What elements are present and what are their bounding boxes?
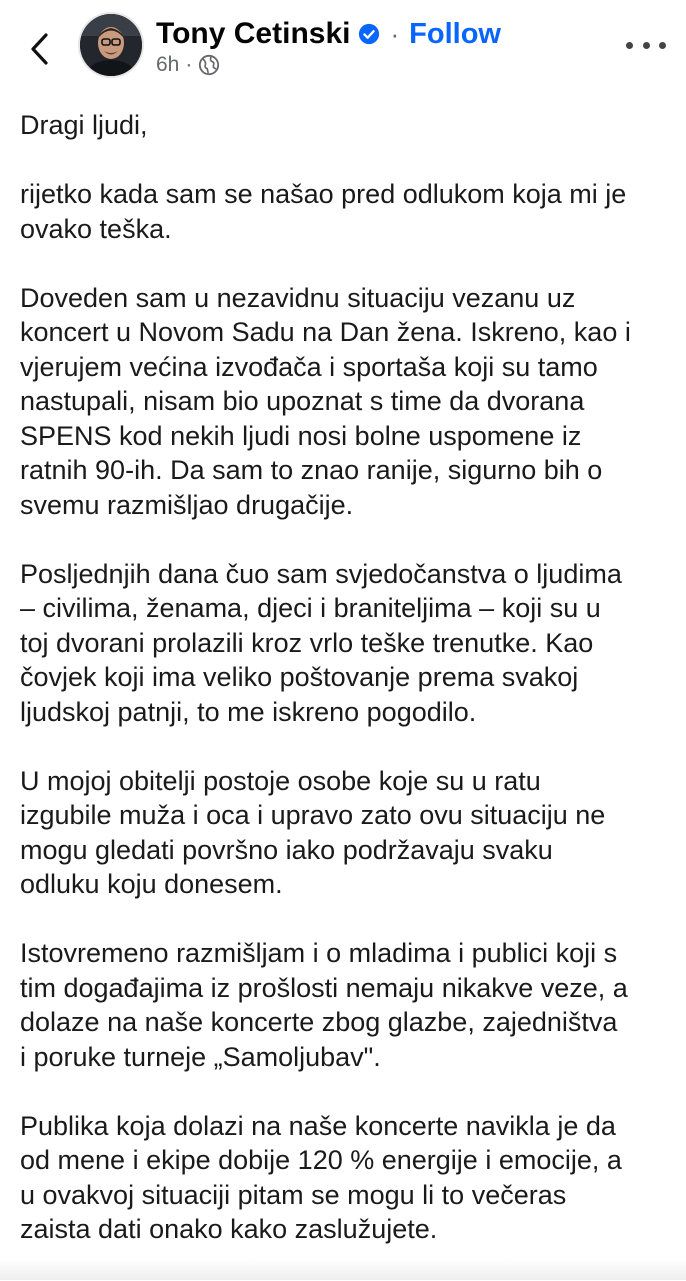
separator-dot: · (390, 19, 399, 50)
post-paragraph: rijetko kada sam se našao pred odlukom koja mi je ovako teška. (20, 177, 670, 246)
avatar-image (80, 14, 142, 76)
author-row (156, 14, 501, 54)
post-header (0, 0, 686, 100)
post-meta (156, 52, 220, 78)
post-paragraph: Posljednjih dana čuo sam svjedočanstva o ljudima – civilima, ženama, djeci i braniteljima – koji su u toj dvorani prolazili kroz vrlo teške trenutke. Kao čovjek koji ima veliko poštovanje prema svakoj ljudskoj patnji, to me iskreno pogodilo. (20, 557, 670, 730)
back-button[interactable] (22, 24, 56, 74)
chevron-left-icon (29, 32, 49, 66)
author-name[interactable]: Tony Cetinski (156, 17, 350, 51)
post-paragraph: Doveden sam u nezavidnu situaciju vezanu uz koncert u Novom Sadu na Dan žena. Iskreno, kao i vjerujem većina izvođača i sportaša koji su tamo nastupali, nisam bio upoznat s time da dvorana SPENS kod nekih ljudi nosi bolne uspomene iz ratnih 90-ih. Da sam to znao ranije, sigurno bih o svemu razmišljao drugačije. (20, 281, 670, 523)
follow-button[interactable]: Follow (409, 18, 501, 51)
post-paragraph: Publika koja dolazi na naše koncerte navikla je da od mene i ekipe dobije 120 % energije i emocije, a u ovakvoj situaciji pitam se mogu li to večeras zaista dati onako kako zaslužujete. (20, 1109, 670, 1247)
post-paragraph: U mojoj obitelji postoje osobe koje su u ratu izgubile muža i oca i upravo zato ovu situaciju ne mogu gledati površno iako podržavaju svaku odluku koju donesem. (20, 764, 670, 902)
more-dot (659, 42, 666, 49)
avatar[interactable] (80, 14, 142, 76)
post-body (20, 108, 670, 1281)
verified-badge-icon (358, 23, 380, 45)
post-paragraph: Istovremeno razmišljam i o mladima i publici koji s tim događajima iz prošlosti nemaju nikakve veze, a dolaze na naše koncerte zbog glazbe, zajedništva i poruke turneje „Samoljubav". (20, 936, 670, 1074)
meta-separator: · (185, 53, 192, 77)
bottom-edge (0, 1258, 686, 1280)
more-dot (626, 42, 633, 49)
post-timestamp[interactable]: 6h (156, 53, 179, 77)
post-paragraph: Dragi ljudi, (20, 108, 670, 143)
more-dot (643, 42, 650, 49)
more-options-button[interactable] (626, 30, 666, 60)
globe-icon (198, 54, 220, 76)
